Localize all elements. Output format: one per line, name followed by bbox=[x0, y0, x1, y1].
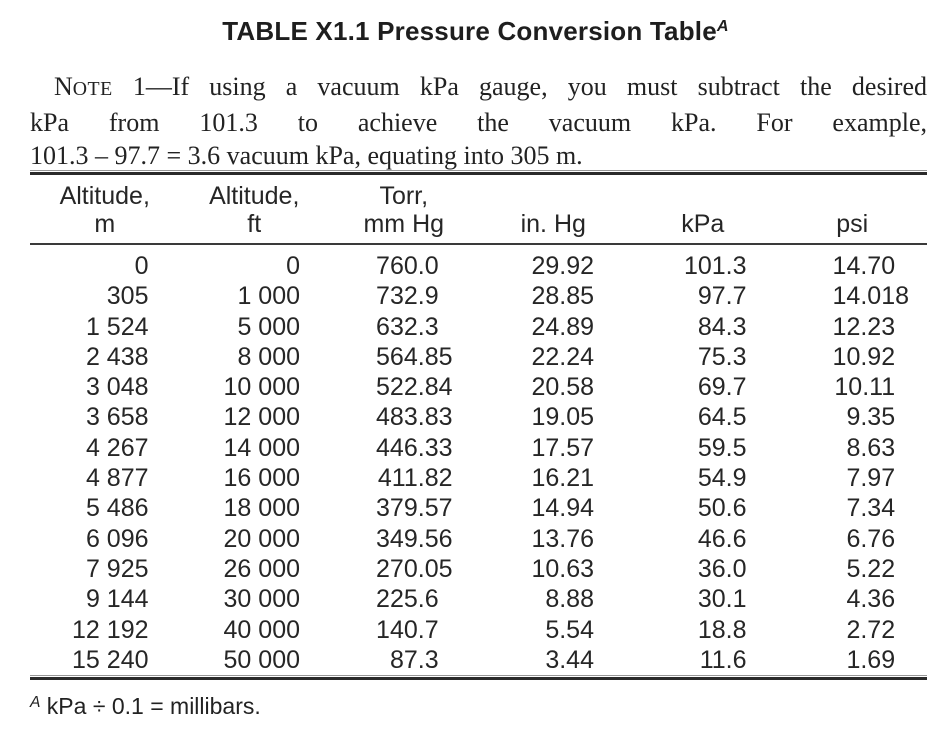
table-cell: 6.76 bbox=[846, 524, 896, 553]
table-cell: 4.36 bbox=[846, 585, 896, 614]
table-cell: 13.76 bbox=[531, 524, 594, 553]
table-cell: 10.92 bbox=[832, 342, 896, 371]
note-paragraph bbox=[30, 70, 927, 172]
pressure-conversion-table bbox=[30, 175, 927, 675]
table-cell: 46.6 bbox=[697, 524, 747, 553]
table-row bbox=[30, 645, 927, 675]
table-cell: 760.0 bbox=[376, 252, 439, 280]
table-footnote bbox=[30, 693, 927, 720]
table-cell: 4 267 bbox=[85, 433, 149, 462]
table-cell: 9.35 bbox=[846, 403, 896, 432]
table-header bbox=[30, 175, 927, 244]
table-cell: 14.94 bbox=[531, 494, 594, 523]
table-cell: 16.21 bbox=[531, 464, 594, 493]
table-cell: 69.7 bbox=[697, 373, 747, 402]
table-cell: 84.3 bbox=[697, 312, 747, 341]
table-cell: 379.57 bbox=[376, 494, 453, 523]
table-cell: 19.05 bbox=[531, 403, 594, 432]
table-row bbox=[30, 433, 927, 463]
table-row bbox=[30, 342, 927, 372]
table-cell: 5.22 bbox=[846, 554, 896, 583]
table-cell: 64.5 bbox=[697, 403, 747, 432]
table-cell: 411.82 bbox=[377, 464, 453, 493]
table-cell: 97.7 bbox=[697, 282, 747, 311]
table-cell: 30.1 bbox=[697, 585, 747, 614]
table-row bbox=[30, 493, 927, 523]
table-cell: 2 438 bbox=[85, 342, 149, 371]
table-row bbox=[30, 281, 927, 311]
column-header-altitude-m: Altitude, m bbox=[30, 175, 180, 244]
table-cell: 1 524 bbox=[85, 312, 149, 341]
column-header-altitude-ft: Altitude, ft bbox=[180, 175, 330, 244]
table-cell: 5 486 bbox=[85, 494, 149, 523]
table-cell: 0 bbox=[286, 252, 300, 280]
table-row bbox=[30, 372, 927, 402]
table-cell: 349.56 bbox=[376, 524, 453, 553]
column-header-kpa: kPa bbox=[628, 175, 778, 244]
table-row bbox=[30, 244, 927, 281]
table-cell: 16 000 bbox=[223, 464, 300, 493]
table-cell: 10.63 bbox=[531, 554, 594, 583]
table-cell: 50 000 bbox=[223, 645, 300, 674]
table-cell: 7.97 bbox=[846, 464, 896, 493]
table-cell: 305 bbox=[106, 282, 149, 311]
table-cell: 2.72 bbox=[846, 615, 896, 644]
table-cell: 28.85 bbox=[531, 282, 594, 311]
table-cell: 24.89 bbox=[531, 312, 594, 341]
table-cell: 12 000 bbox=[223, 403, 300, 432]
table-cell: 522.84 bbox=[376, 373, 453, 402]
note-line-1 bbox=[30, 70, 927, 106]
table-row bbox=[30, 554, 927, 584]
pressure-conversion-table-block bbox=[30, 170, 927, 720]
table-title-text: TABLE X1.1 Pressure Conversion Table bbox=[222, 16, 717, 46]
table-cell: 9 144 bbox=[85, 585, 149, 614]
table-cell: 8 000 bbox=[237, 342, 300, 371]
header-row bbox=[30, 175, 927, 244]
note-line-3: 101.3 – 97.7 = 3.6 vacuum kPa, equating into 305 m. bbox=[30, 141, 583, 170]
table-cell: 1 000 bbox=[237, 282, 300, 311]
table-cell: 11.6 bbox=[699, 645, 747, 674]
table-cell: 14.018 bbox=[832, 282, 909, 311]
table-cell: 40 000 bbox=[223, 615, 300, 644]
table-cell: 18.8 bbox=[697, 615, 747, 644]
table-row bbox=[30, 463, 927, 493]
table-cell: 14 000 bbox=[223, 433, 300, 462]
table-title bbox=[0, 16, 951, 47]
table-cell: 732.9 bbox=[376, 282, 439, 311]
table-cell: 17.57 bbox=[531, 433, 594, 462]
table-cell: 22.24 bbox=[531, 342, 594, 371]
table-row bbox=[30, 584, 927, 614]
table-cell: 8.63 bbox=[846, 433, 896, 462]
table-cell: 12 192 bbox=[72, 615, 149, 644]
table-cell: 270.05 bbox=[376, 554, 453, 583]
table-cell: 101.3 bbox=[683, 252, 747, 280]
table-cell: 225.6 bbox=[376, 585, 439, 614]
table-cell: 483.83 bbox=[376, 403, 453, 432]
table-cell: 7.34 bbox=[846, 494, 896, 523]
table-title-superscript: A bbox=[716, 17, 729, 35]
table-cell: 4 877 bbox=[85, 464, 149, 493]
table-cell: 20 000 bbox=[223, 524, 300, 553]
column-header-psi: psi bbox=[778, 175, 928, 244]
table-cell: 0 bbox=[134, 252, 149, 280]
column-header-in-hg: in. Hg bbox=[479, 175, 629, 244]
table-cell: 446.33 bbox=[376, 433, 453, 462]
footnote-text: kPa ÷ 0.1 = millibars. bbox=[40, 693, 261, 720]
table-cell: 50.6 bbox=[697, 494, 747, 523]
table-cell: 5 000 bbox=[237, 312, 300, 341]
table-cell: 564.85 bbox=[376, 342, 453, 371]
table-cell: 15 240 bbox=[72, 645, 149, 674]
table-cell: 3.44 bbox=[545, 645, 594, 674]
table-cell: 26 000 bbox=[223, 554, 300, 583]
table-cell: 6 096 bbox=[85, 524, 149, 553]
table-cell: 87.3 bbox=[389, 645, 439, 674]
table-cell: 3 658 bbox=[85, 403, 149, 432]
table-cell: 14.70 bbox=[832, 252, 896, 280]
note-line-1-text: 1—If using a vacuum kPa gauge, you must subtract the desired bbox=[112, 72, 927, 101]
table-cell: 20.58 bbox=[531, 373, 594, 402]
table-cell: 8.88 bbox=[545, 585, 594, 614]
table-cell: 10.11 bbox=[834, 373, 896, 402]
table-cell: 36.0 bbox=[697, 554, 747, 583]
table-cell: 5.54 bbox=[545, 615, 594, 644]
table-bottom-rule bbox=[30, 675, 927, 680]
table-cell: 140.7 bbox=[376, 615, 439, 644]
note-label: NOTE bbox=[54, 72, 113, 101]
table-cell: 18 000 bbox=[223, 494, 300, 523]
table-body bbox=[30, 244, 927, 675]
table-cell: 632.3 bbox=[376, 312, 439, 341]
table-cell: 1.69 bbox=[846, 645, 896, 674]
table-row bbox=[30, 402, 927, 432]
table-cell: 10 000 bbox=[223, 373, 300, 402]
table-cell: 12.23 bbox=[832, 312, 896, 341]
table-row bbox=[30, 615, 927, 645]
table-cell: 75.3 bbox=[697, 342, 747, 371]
table-cell: 30 000 bbox=[223, 585, 300, 614]
table-row bbox=[30, 312, 927, 342]
table-cell: 7 925 bbox=[85, 554, 149, 583]
table-row bbox=[30, 524, 927, 554]
table-cell: 3 048 bbox=[85, 373, 149, 402]
table-cell: 54.9 bbox=[697, 464, 747, 493]
table-cell: 29.92 bbox=[531, 252, 594, 280]
column-header-torr-mm-hg: Torr, mm Hg bbox=[329, 175, 479, 244]
table-cell: 59.5 bbox=[697, 433, 747, 462]
footnote-superscript: A bbox=[30, 694, 41, 712]
note-line-2: kPa from 101.3 to achieve the vacuum kPa. For example, bbox=[30, 108, 927, 137]
